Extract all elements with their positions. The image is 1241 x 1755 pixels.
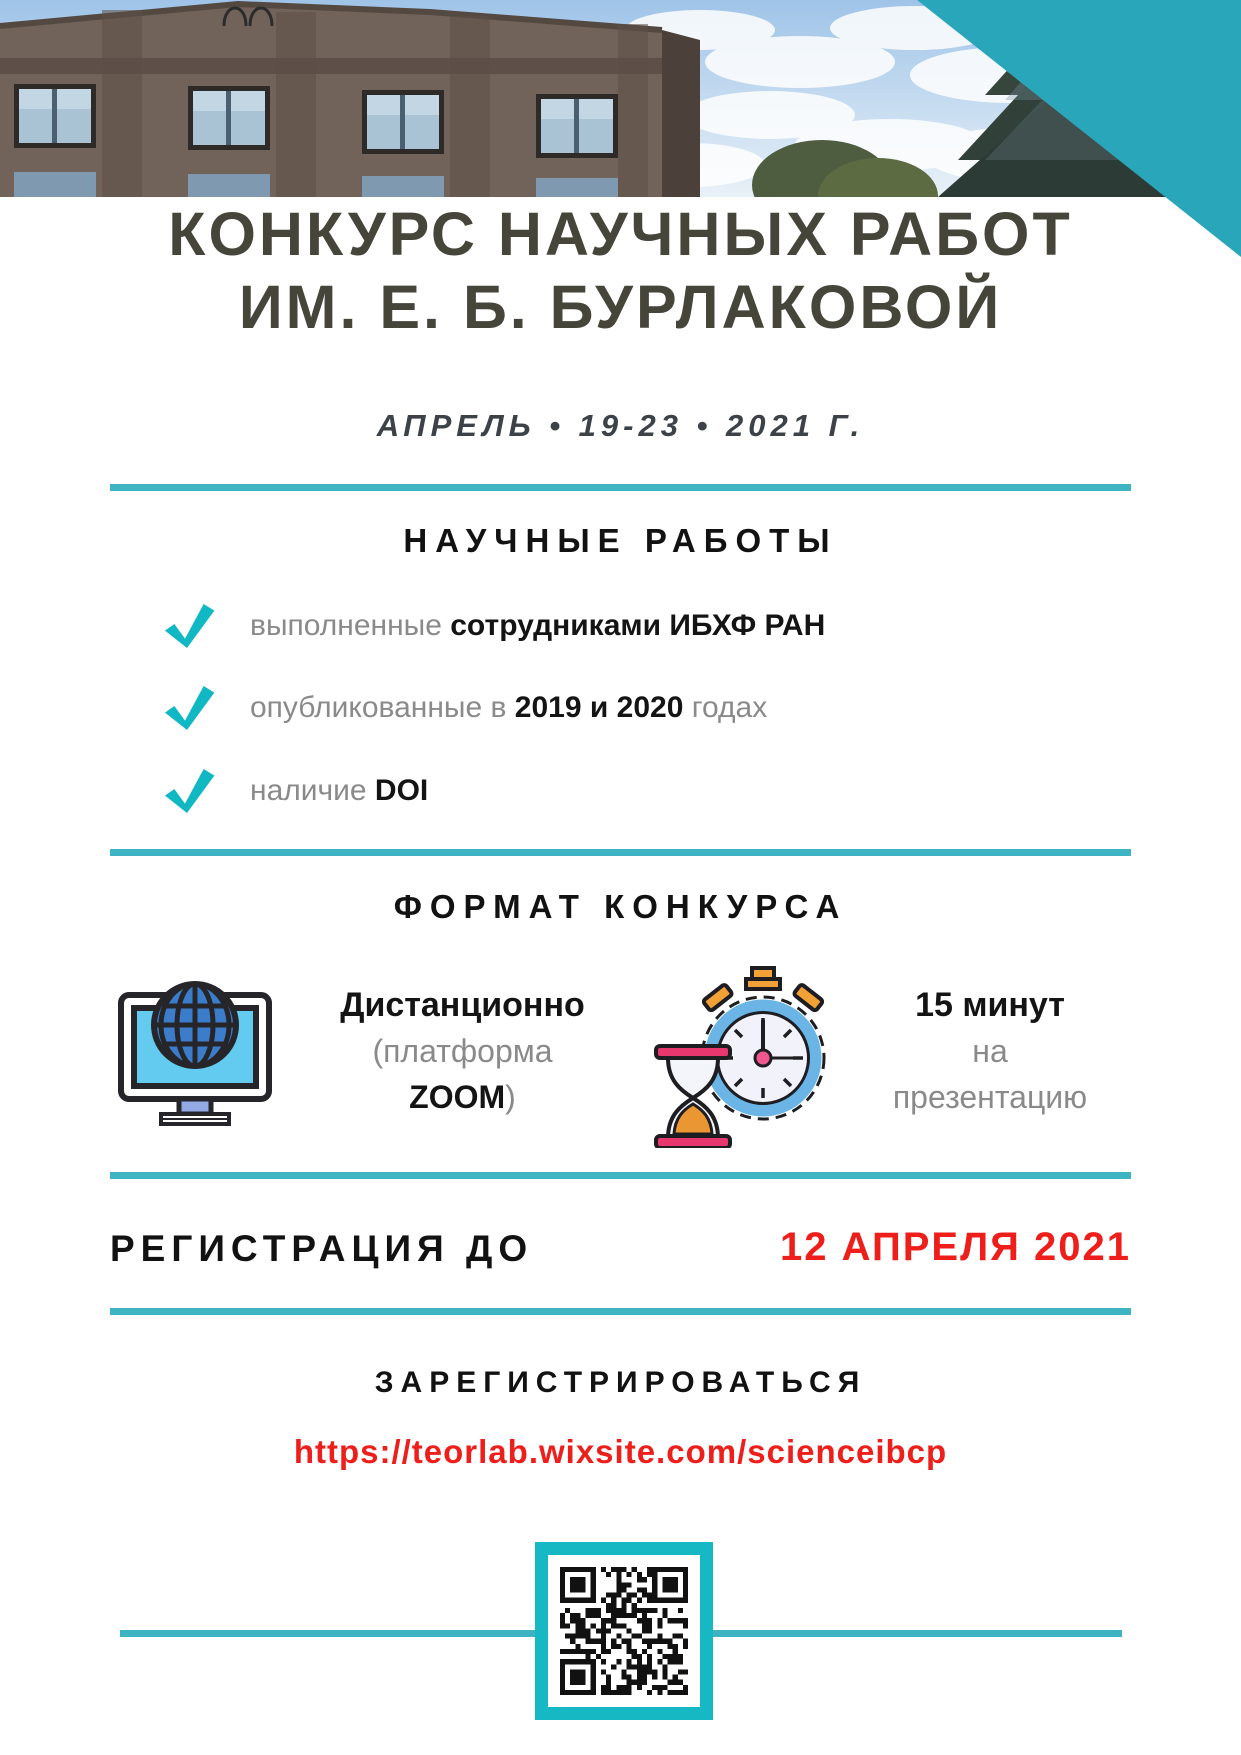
divider [110, 1308, 1131, 1315]
item-text-bold: 2019 и 2020 [514, 691, 684, 724]
divider [110, 849, 1131, 856]
duration-line-3: презентацию [892, 1079, 1088, 1115]
checkmark-icon [165, 675, 217, 741]
duration-line-2: на [972, 1033, 1008, 1069]
globe-icon [154, 984, 236, 1066]
item-text-normal: годах [683, 691, 768, 724]
checkmark-icon [165, 593, 217, 659]
registration-link[interactable]: https://teorlab.wixsite.com/scienceibcp [293, 1433, 948, 1470]
registration-deadline: 12 АПРЕЛЯ 2021 [780, 1225, 1131, 1269]
section-works-heading: НАУЧНЫЕ РАБОТЫ [403, 522, 838, 559]
title-line-2: ИМ. Е. Б. БУРЛАКОВОЙ [238, 273, 1003, 341]
checkmark-icon [165, 758, 217, 824]
format-duration-text [845, 982, 1135, 1120]
list-item-text [250, 691, 767, 725]
item-text-bold: сотрудниками ИБХФ РАН [450, 609, 826, 642]
qr-code-modules [560, 1567, 688, 1695]
stopwatch-hourglass-icon [648, 958, 838, 1148]
remote-line-2: (платформа [372, 1033, 553, 1069]
list-item [165, 758, 428, 824]
globe-monitor-icon [115, 975, 275, 1127]
divider [110, 1172, 1131, 1179]
building [0, 4, 700, 197]
format-remote-text [300, 982, 625, 1120]
event-dates: АПРЕЛЬ • 19-23 • 2021 Г. [376, 408, 865, 443]
registration-label: РЕГИСТРАЦИЯ ДО [110, 1228, 534, 1269]
page-title [0, 198, 1241, 344]
qr-code-inner [548, 1555, 700, 1707]
list-item-text [250, 609, 825, 643]
register-heading: ЗАРЕГИСТРИРОВАТЬСЯ [374, 1366, 867, 1399]
item-text-normal: наличие [250, 774, 375, 807]
item-text-bold: DOI [374, 774, 429, 807]
remote-line-1: Дистанционно [340, 986, 585, 1024]
list-item-text [250, 774, 428, 808]
remote-line-3-tail: ) [505, 1079, 516, 1115]
stopwatch [702, 968, 824, 1119]
divider [110, 484, 1131, 491]
list-item [165, 675, 767, 741]
duration-line-1: 15 минут [915, 986, 1065, 1024]
item-text-normal: опубликованные в [250, 691, 515, 724]
item-text-normal: выполненные [250, 609, 451, 642]
list-item [165, 593, 825, 659]
section-format-heading: ФОРМАТ КОНКУРСА [393, 888, 848, 925]
remote-line-3-bold: ZOOM [409, 1079, 506, 1115]
title-line-1: КОНКУРС НАУЧНЫХ РАБОТ [168, 200, 1073, 268]
qr-code [535, 1542, 713, 1720]
hourglass [656, 1046, 730, 1148]
